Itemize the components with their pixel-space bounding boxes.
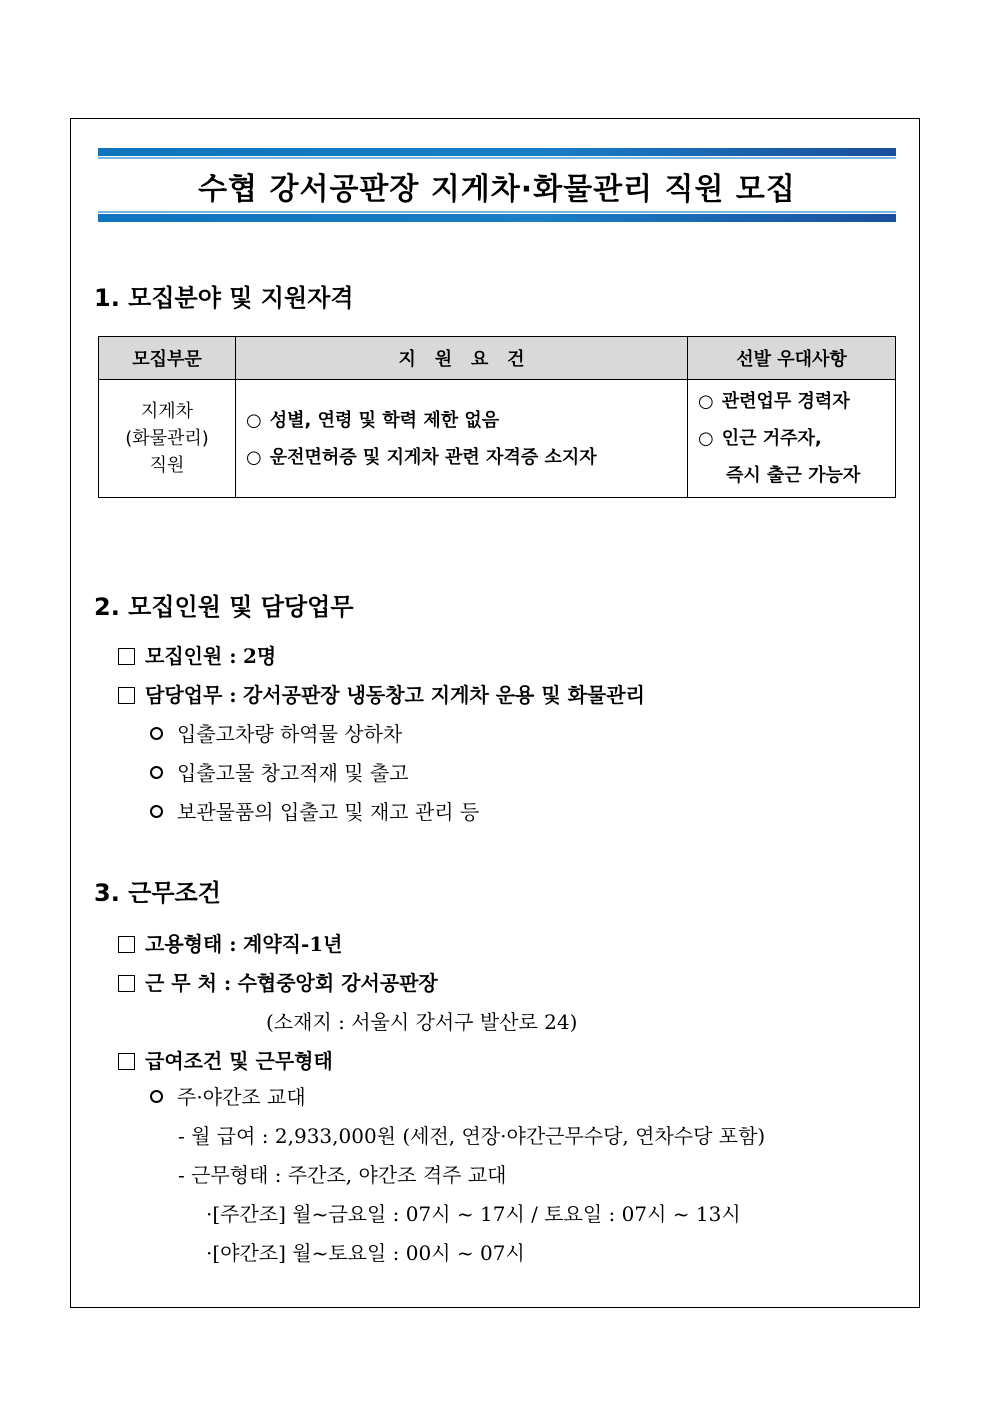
duty-line [118,679,645,708]
night-shift-line: ·[야간조] 월~토요일 : 00시 ~ 07시 [206,1241,525,1265]
workplace-address: (소재지 : 서울시 강서구 발산로 24) [266,1010,578,1034]
duty-value: 강서공판장 냉동창고 지게차 운용 및 화물관리 [243,683,645,707]
checkbox-icon [118,936,135,953]
employment-label: 고용형태 : [145,932,237,956]
employment-value: 계약직-1년 [243,932,343,956]
task-item [150,796,479,825]
preference-item: 관련업무 경력자 [721,391,850,412]
checkbox-icon [118,687,135,704]
department-line: 지게차 [140,401,194,422]
circle-bullet: ○ [698,428,714,449]
section2-heading: 2. 모집인원 및 담당업무 [94,593,354,621]
ring-bullet-icon [150,766,163,779]
header-requirements: 지 원 요 건 [236,337,688,380]
title-bar-bottom [98,214,896,222]
work-type-line: - 근무형태 : 주간조, 야간조 격주 교대 [178,1163,507,1187]
department-line: (화물관리) [125,428,209,449]
preference-item: 즉시 출근 가능자 [726,465,861,486]
checkbox-icon [118,1053,135,1070]
section3-heading: 3. 근무조건 [94,879,221,907]
requirement-item: 운전면허증 및 지게차 관련 자격증 소지자 [269,446,597,468]
ring-bullet-icon [150,727,163,740]
header-preferences: 선발 우대사항 [688,337,896,380]
recruit-line [118,640,276,669]
task-text: 입출고물 창고적재 및 출고 [177,761,409,785]
task-item [150,757,409,786]
department-cell [99,380,236,498]
recruit-label: 모집인원 : [145,644,237,668]
requirements-cell [236,380,688,498]
workplace-line [118,967,438,996]
circle-bullet: ○ [246,446,262,468]
shift-text: 주·야간조 교대 [177,1085,306,1109]
page-title: 수협 강서공판장 지게차·화물관리 직원 모집 [198,172,796,207]
ring-bullet-icon [150,805,163,818]
ring-bullet-icon [150,1090,163,1103]
task-text: 입출고차량 하역물 상하차 [177,722,403,746]
requirement-item: 성별, 연령 및 학력 제한 없음 [269,409,500,431]
workplace-label: 근 무 처 : [145,971,232,995]
task-item [150,718,402,747]
employment-line [118,928,343,957]
day-shift-line: ·[주간조] 월~금요일 : 07시 ~ 17시 / 토요일 : 07시 ~ 13시 [206,1202,741,1226]
title-bar-top [98,148,896,156]
department-line: 직원 [149,455,185,476]
circle-bullet: ○ [698,391,714,412]
shift-line [150,1081,306,1110]
pay-heading: 급여조건 및 근무형태 [145,1049,333,1073]
duty-label: 담당업무 : [145,683,237,707]
requirements-table [98,336,896,498]
workplace-value: 수협중앙회 강서공판장 [237,971,438,995]
preferences-cell [688,380,896,498]
checkbox-icon [118,975,135,992]
header-department: 모집부문 [99,337,236,380]
pay-heading-line [118,1045,333,1074]
task-text: 보관물품의 입출고 및 재고 관리 등 [177,800,480,824]
section1-heading: 1. 모집분야 및 지원자격 [94,284,354,312]
checkbox-icon [118,648,135,665]
preference-item: 인근 거주자, [721,428,822,449]
recruit-value: 2명 [243,644,277,668]
circle-bullet: ○ [246,409,262,431]
salary-line: - 월 급여 : 2,933,000원 (세전, 연장·야간근무수당, 연차수당 포함) [178,1124,766,1148]
